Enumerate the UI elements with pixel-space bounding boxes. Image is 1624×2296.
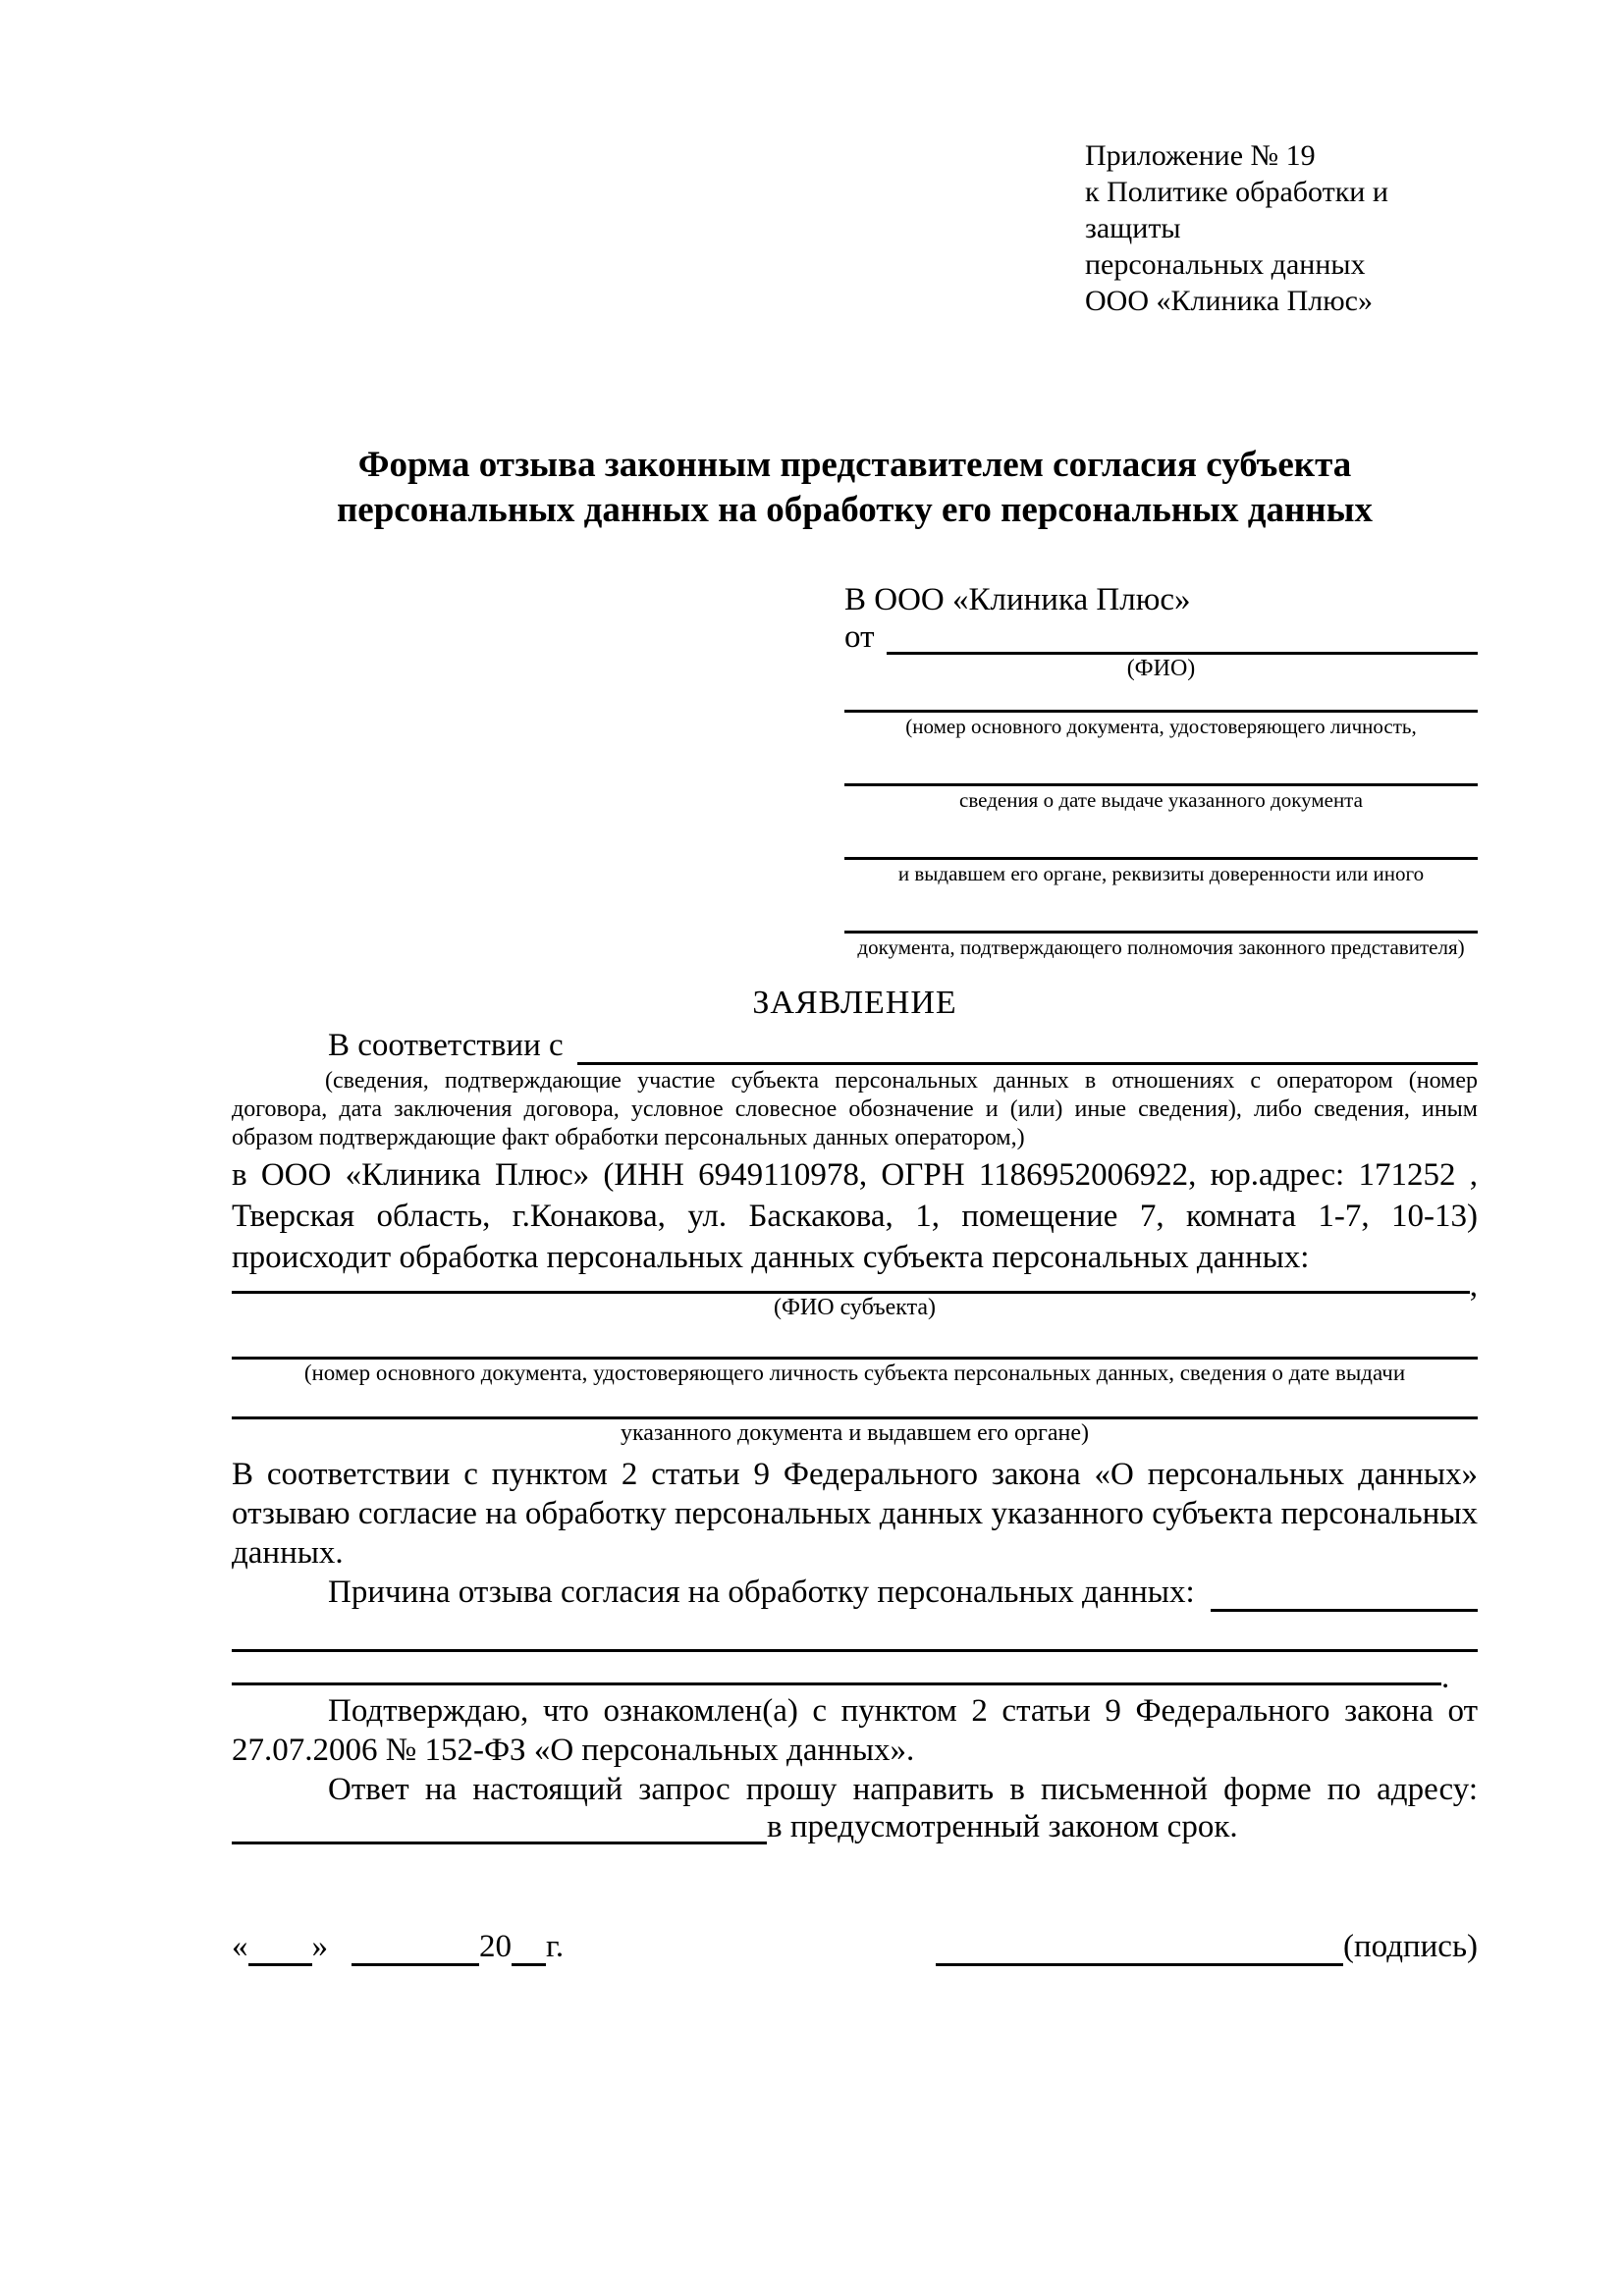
addressee-to: В ООО «Клиника Плюс»: [844, 582, 1191, 617]
subject-fio-caption: (ФИО субъекта): [773, 1295, 937, 1320]
date-year-blank: [512, 1963, 546, 1966]
fio-caption: (ФИО): [1126, 656, 1196, 681]
date-field: [232, 1927, 564, 1966]
reason-field: [232, 1573, 1478, 1612]
signature-blank-line: [936, 1963, 1343, 1966]
answer-tail-text: в предусмотренный законом срок.: [767, 1809, 1238, 1844]
answer-paragraph: Ответ на настоящий запрос прошу направить в письменной форме по адресу:: [328, 1772, 1478, 1807]
blank-line: [232, 1682, 1441, 1685]
subject-fio-field: [232, 1268, 1478, 1304]
trailing-period: .: [1441, 1660, 1450, 1695]
appendix-header: [1085, 137, 1478, 319]
withdraw-paragraph: В соответствии с пунктом 2 статьи 9 Федерального закона «О персональных данных» отзываю согласие на обработку персональных данных указанного субъекта персональных данных.: [232, 1457, 1478, 1571]
addressee-block: [844, 580, 1478, 961]
appendix-policy-line: к Политике обработки и защиты: [1085, 176, 1388, 244]
doc-issuer-caption: и выдавшем его органе, реквизиты доверенности или иного: [897, 862, 1425, 885]
subject-doc-caption-2: указанного документа и выдавшем его органе): [620, 1420, 1090, 1446]
appendix-company: ООО «Клиника Плюс»: [1085, 285, 1373, 317]
form-title: [232, 443, 1478, 533]
confirm-paragraph: Подтверждаю, что ознакомлен(а) с пунктом 2 статьи 9 Федерального закона от 27.07.2006 № 152-ФЗ «О персональных данных».: [232, 1693, 1478, 1768]
date-year-prefix: 20: [479, 1929, 512, 1964]
from-label: от: [844, 619, 875, 655]
operator-paragraph: в ООО «Клиника Плюс» (ИНН 6949110978, ОГРН 1186952006922, юр.адрес: 171252 , Тверская область, г.Конакова, ул. Баскакова, 1, помещение 7, комната 1-7, 10-13) происходит обработка персональных данных субъекта персональных данных:: [232, 1157, 1478, 1275]
date-year-suffix: г.: [546, 1929, 565, 1964]
statement-heading: ЗАЯВЛЕНИЕ: [752, 985, 957, 1021]
from-field: [844, 619, 1478, 655]
date-day-blank: [248, 1963, 312, 1966]
relationship-note: (сведения, подтверждающие участие субъекта персональных данных в отношениях с оператором (номер договора, дата заключения договора, условное словесное обозначение и (или) иные сведения), либо сведения, иным образом подтверждающие факт обработки персональных данных оператором,): [232, 1068, 1478, 1150]
address-blank-line: [232, 1842, 767, 1844]
reason-blank-line-2: [232, 1649, 1478, 1652]
signature-caption: (подпись): [1343, 1929, 1478, 1964]
reason-label: Причина отзыва согласия на обработку персональных данных:: [328, 1575, 1195, 1610]
date-close-quote: »: [311, 1929, 328, 1964]
form-title-line1: Форма отзыва законным представителем согласия субъекта: [357, 445, 1352, 485]
in-accordance-blank-line: [577, 1062, 1478, 1065]
doc-number-caption: (номер основного документа, удостоверяющего личность,: [905, 715, 1417, 738]
answer-address-field: [232, 1809, 1478, 1844]
subject-doc-caption-1: (номер основного документа, удостоверяющего личность субъекта персональных данных, сведения о дате выдачи: [303, 1361, 1406, 1385]
doc-date-caption: сведения о дате выдаче указанного документа: [959, 788, 1363, 812]
authority-doc-caption: документа, подтверждающего полномочия законного представителя): [857, 935, 1465, 959]
appendix-number: Приложение № 19: [1085, 139, 1316, 172]
trailing-comma: ,: [1469, 1268, 1478, 1304]
reason-blank-line: [1211, 1609, 1478, 1612]
appendix-policy-line2: персональных данных: [1085, 248, 1366, 281]
form-title-line2: персональных данных на обработку его персональных данных: [336, 490, 1373, 530]
in-accordance-field: [232, 1026, 1478, 1065]
date-signature-row: [232, 1927, 1478, 1966]
reason-blank-line-3: [232, 1660, 1478, 1695]
signature-field: [936, 1927, 1478, 1966]
date-month-blank: [352, 1963, 479, 1966]
in-accordance-label: В соответствии с: [328, 1028, 564, 1063]
date-open-quote: «: [232, 1929, 248, 1964]
